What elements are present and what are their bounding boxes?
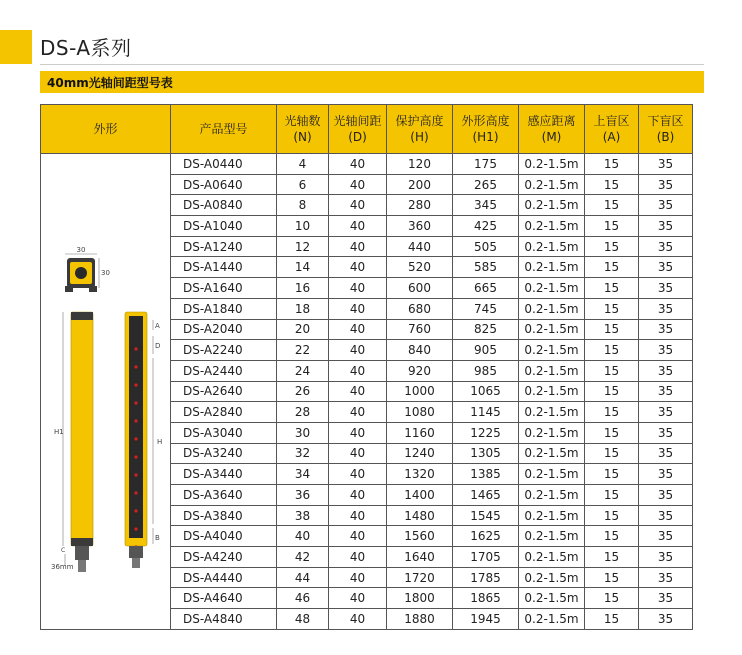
cell-axis-spacing: 40: [329, 216, 387, 237]
header-label: 外形: [93, 122, 118, 136]
cell-sensing-range: 0.2-1.5m: [519, 154, 585, 175]
cell-axis-count: 4: [277, 154, 329, 175]
cell-bottom-blind: 35: [639, 154, 693, 175]
emitter-led: [134, 527, 137, 530]
cell-sensing-range: 0.2-1.5m: [519, 609, 585, 630]
header-col-sensing-range: [519, 105, 585, 154]
table-body: [41, 154, 693, 630]
cell-axis-count: 14: [277, 257, 329, 278]
cell-outer-height: 905: [453, 340, 519, 361]
cell-sensing-range: 0.2-1.5m: [519, 257, 585, 278]
cell-axis-count: 16: [277, 278, 329, 299]
cell-outer-height: 1385: [453, 464, 519, 485]
header-unit: (M): [541, 130, 562, 144]
cell-axis-count: 8: [277, 195, 329, 216]
header-col-bottom-blind: [639, 105, 693, 154]
cell-model: DS-A3840: [171, 505, 277, 526]
cell-axis-count: 28: [277, 402, 329, 423]
cell-model: DS-A2240: [171, 340, 277, 361]
cell-model: DS-A4640: [171, 588, 277, 609]
cell-top-blind: 15: [585, 278, 639, 299]
cell-axis-spacing: 40: [329, 485, 387, 506]
cell-axis-spacing: 40: [329, 257, 387, 278]
top-view: [65, 246, 110, 292]
cell-outer-height: 1705: [453, 547, 519, 568]
cell-axis-count: 10: [277, 216, 329, 237]
side-view: [125, 312, 162, 568]
dim-width-label: 30: [76, 246, 86, 254]
emitter-led: [134, 419, 137, 422]
cell-sensing-range: 0.2-1.5m: [519, 319, 585, 340]
cell-sensing-range: 0.2-1.5m: [519, 236, 585, 257]
cell-top-blind: 15: [585, 154, 639, 175]
cell-outer-height: 1625: [453, 526, 519, 547]
header-col-axis-count: [277, 105, 329, 154]
cell-bottom-blind: 35: [639, 360, 693, 381]
cell-protect-height: 1800: [387, 588, 453, 609]
cell-outer-height: 265: [453, 174, 519, 195]
header-col-appearance: [41, 105, 171, 154]
cell-axis-spacing: 40: [329, 154, 387, 175]
cell-sensing-range: 0.2-1.5m: [519, 402, 585, 423]
cell-model: DS-A1040: [171, 216, 277, 237]
cell-outer-height: 1545: [453, 505, 519, 526]
cell-outer-height: 175: [453, 154, 519, 175]
cell-model: DS-A2840: [171, 402, 277, 423]
front-view: [51, 312, 93, 572]
cell-protect-height: 600: [387, 278, 453, 299]
cell-axis-spacing: 40: [329, 464, 387, 485]
cell-outer-height: 1465: [453, 485, 519, 506]
cell-model: DS-A3640: [171, 485, 277, 506]
cell-protect-height: 1080: [387, 402, 453, 423]
cell-bottom-blind: 35: [639, 526, 693, 547]
cell-bottom-blind: 35: [639, 216, 693, 237]
cell-protect-height: 680: [387, 298, 453, 319]
cell-axis-count: 18: [277, 298, 329, 319]
cell-outer-height: 665: [453, 278, 519, 299]
cell-axis-count: 6: [277, 174, 329, 195]
cell-top-blind: 15: [585, 547, 639, 568]
cell-top-blind: 15: [585, 216, 639, 237]
cell-bottom-blind: 35: [639, 319, 693, 340]
cell-sensing-range: 0.2-1.5m: [519, 381, 585, 402]
cell-axis-spacing: 40: [329, 443, 387, 464]
cell-bottom-blind: 35: [639, 505, 693, 526]
header-col-protect-height: [387, 105, 453, 154]
header-unit: (N): [293, 130, 312, 144]
cell-protect-height: 520: [387, 257, 453, 278]
header-label: 保护高度: [395, 114, 444, 128]
cell-sensing-range: 0.2-1.5m: [519, 464, 585, 485]
cell-model: DS-A4240: [171, 547, 277, 568]
cell-sensing-range: 0.2-1.5m: [519, 174, 585, 195]
cell-protect-height: 280: [387, 195, 453, 216]
emitter-led: [134, 347, 137, 350]
cell-protect-height: 1480: [387, 505, 453, 526]
title-accent-bar: [0, 30, 32, 64]
cell-protect-height: 360: [387, 216, 453, 237]
cell-sensing-range: 0.2-1.5m: [519, 298, 585, 319]
cell-axis-spacing: 40: [329, 381, 387, 402]
cell-sensing-range: 0.2-1.5m: [519, 526, 585, 547]
cell-outer-height: 1225: [453, 422, 519, 443]
cell-protect-height: 1560: [387, 526, 453, 547]
cell-bottom-blind: 35: [639, 588, 693, 609]
cell-top-blind: 15: [585, 505, 639, 526]
emitter-led: [134, 383, 137, 386]
cell-outer-height: 1945: [453, 609, 519, 630]
header-unit: (A): [602, 130, 621, 144]
cell-axis-count: 24: [277, 360, 329, 381]
cell-axis-spacing: 40: [329, 402, 387, 423]
cell-axis-spacing: 40: [329, 360, 387, 381]
cell-model: DS-A4440: [171, 567, 277, 588]
cell-bottom-blind: 35: [639, 485, 693, 506]
cell-bottom-blind: 35: [639, 443, 693, 464]
cell-axis-count: 34: [277, 464, 329, 485]
cell-top-blind: 15: [585, 360, 639, 381]
cell-sensing-range: 0.2-1.5m: [519, 443, 585, 464]
cell-outer-height: 985: [453, 360, 519, 381]
cell-bottom-blind: 35: [639, 547, 693, 568]
cell-model: DS-A2640: [171, 381, 277, 402]
cell-protect-height: 1640: [387, 547, 453, 568]
header-label: 感应距离: [527, 114, 576, 128]
cell-model: DS-A3040: [171, 422, 277, 443]
cell-model: DS-A4040: [171, 526, 277, 547]
emitter-led: [134, 365, 137, 368]
cell-protect-height: 1320: [387, 464, 453, 485]
header-unit: (H1): [472, 130, 499, 144]
cell-axis-spacing: 40: [329, 278, 387, 299]
cell-axis-spacing: 40: [329, 505, 387, 526]
emitter-led: [134, 401, 137, 404]
cell-outer-height: 825: [453, 319, 519, 340]
cell-axis-spacing: 40: [329, 340, 387, 361]
cell-sensing-range: 0.2-1.5m: [519, 505, 585, 526]
cell-model: DS-A0440: [171, 154, 277, 175]
cell-axis-count: 36: [277, 485, 329, 506]
cell-bottom-blind: 35: [639, 340, 693, 361]
cell-top-blind: 15: [585, 588, 639, 609]
dim-d-label: D: [155, 342, 161, 350]
cell-protect-height: 120: [387, 154, 453, 175]
cell-top-blind: 15: [585, 174, 639, 195]
cell-top-blind: 15: [585, 340, 639, 361]
cell-protect-height: 1240: [387, 443, 453, 464]
cell-model: DS-A1640: [171, 278, 277, 299]
cell-axis-count: 44: [277, 567, 329, 588]
cell-top-blind: 15: [585, 485, 639, 506]
cell-top-blind: 15: [585, 609, 639, 630]
cell-top-blind: 15: [585, 381, 639, 402]
dim-depth-label: 30: [101, 269, 110, 277]
cell-top-blind: 15: [585, 319, 639, 340]
dim-a-label: A: [155, 322, 160, 330]
cell-protect-height: 760: [387, 319, 453, 340]
model-table: [40, 104, 693, 630]
cell-bottom-blind: 35: [639, 402, 693, 423]
cell-axis-count: 30: [277, 422, 329, 443]
header-label: 外形高度: [461, 114, 510, 128]
cell-bottom-blind: 35: [639, 236, 693, 257]
cell-model: DS-A1440: [171, 257, 277, 278]
cell-protect-height: 440: [387, 236, 453, 257]
header-unit: (D): [348, 130, 367, 144]
cell-model: DS-A2440: [171, 360, 277, 381]
cell-sensing-range: 0.2-1.5m: [519, 340, 585, 361]
table-row: [41, 154, 693, 175]
table-header-row: [41, 105, 693, 154]
product-drawing: [41, 154, 171, 624]
cell-sensing-range: 0.2-1.5m: [519, 360, 585, 381]
page-title: DS-A系列: [40, 36, 132, 60]
cell-outer-height: 1305: [453, 443, 519, 464]
cell-axis-count: 46: [277, 588, 329, 609]
cell-axis-spacing: 40: [329, 422, 387, 443]
cell-axis-count: 26: [277, 381, 329, 402]
cell-model: DS-A4840: [171, 609, 277, 630]
cell-model: DS-A3440: [171, 464, 277, 485]
cell-bottom-blind: 35: [639, 174, 693, 195]
header-col-top-blind: [585, 105, 639, 154]
cell-outer-height: 1145: [453, 402, 519, 423]
cell-axis-count: 48: [277, 609, 329, 630]
cell-outer-height: 745: [453, 298, 519, 319]
cell-top-blind: 15: [585, 464, 639, 485]
cell-top-blind: 15: [585, 402, 639, 423]
cell-sensing-range: 0.2-1.5m: [519, 216, 585, 237]
cell-axis-spacing: 40: [329, 319, 387, 340]
cell-top-blind: 15: [585, 526, 639, 547]
header-col-model: [171, 105, 277, 154]
cell-axis-count: 40: [277, 526, 329, 547]
cell-protect-height: 1000: [387, 381, 453, 402]
emitter-led: [134, 491, 137, 494]
cell-top-blind: 15: [585, 195, 639, 216]
cell-top-blind: 15: [585, 422, 639, 443]
cell-axis-count: 38: [277, 505, 329, 526]
cell-model: DS-A0640: [171, 174, 277, 195]
cell-outer-height: 345: [453, 195, 519, 216]
cell-protect-height: 1160: [387, 422, 453, 443]
cell-bottom-blind: 35: [639, 195, 693, 216]
cell-bottom-blind: 35: [639, 298, 693, 319]
cell-axis-spacing: 40: [329, 526, 387, 547]
header-col-outer-height: [453, 105, 519, 154]
cell-sensing-range: 0.2-1.5m: [519, 588, 585, 609]
cell-bottom-blind: 35: [639, 609, 693, 630]
cell-axis-spacing: 40: [329, 236, 387, 257]
cell-axis-spacing: 40: [329, 547, 387, 568]
cell-axis-spacing: 40: [329, 609, 387, 630]
cell-axis-count: 22: [277, 340, 329, 361]
header-label: 光轴数: [284, 114, 321, 128]
cell-protect-height: 200: [387, 174, 453, 195]
header-unit: (H): [410, 130, 429, 144]
cell-outer-height: 1865: [453, 588, 519, 609]
cell-bottom-blind: 35: [639, 422, 693, 443]
cell-axis-count: 32: [277, 443, 329, 464]
title-divider: [40, 64, 704, 65]
cell-axis-spacing: 40: [329, 174, 387, 195]
emitter-led: [134, 509, 137, 512]
cell-sensing-range: 0.2-1.5m: [519, 547, 585, 568]
cell-protect-height: 1880: [387, 609, 453, 630]
cell-bottom-blind: 35: [639, 381, 693, 402]
cell-sensing-range: 0.2-1.5m: [519, 278, 585, 299]
cell-model: DS-A1240: [171, 236, 277, 257]
header-label: 光轴间距: [333, 114, 382, 128]
cell-protect-height: 1400: [387, 485, 453, 506]
cell-protect-height: 1720: [387, 567, 453, 588]
dim-h-label: H: [157, 438, 163, 446]
emitter-led: [134, 437, 137, 440]
cell-outer-height: 1785: [453, 567, 519, 588]
cell-top-blind: 15: [585, 236, 639, 257]
cell-bottom-blind: 35: [639, 257, 693, 278]
cell-top-blind: 15: [585, 298, 639, 319]
cell-axis-spacing: 40: [329, 588, 387, 609]
cell-outer-height: 1065: [453, 381, 519, 402]
cell-outer-height: 505: [453, 236, 519, 257]
product-figure-cell: [41, 154, 171, 630]
cell-outer-height: 585: [453, 257, 519, 278]
cell-top-blind: 15: [585, 257, 639, 278]
cell-sensing-range: 0.2-1.5m: [519, 485, 585, 506]
header-label: 下盲区: [647, 114, 684, 128]
cell-axis-spacing: 40: [329, 195, 387, 216]
cell-top-blind: 15: [585, 443, 639, 464]
cell-sensing-range: 0.2-1.5m: [519, 422, 585, 443]
cell-model: DS-A0840: [171, 195, 277, 216]
table-subtitle: 40mm光轴间距型号表: [47, 76, 173, 90]
cell-bottom-blind: 35: [639, 464, 693, 485]
dim-h1-label: H1: [54, 428, 64, 436]
cell-model: DS-A3240: [171, 443, 277, 464]
cell-axis-spacing: 40: [329, 567, 387, 588]
header-col-axis-spacing: [329, 105, 387, 154]
cell-bottom-blind: 35: [639, 278, 693, 299]
header-label: 产品型号: [199, 122, 248, 136]
emitter-led: [134, 455, 137, 458]
cell-protect-height: 840: [387, 340, 453, 361]
header-unit: (B): [656, 130, 675, 144]
cell-sensing-range: 0.2-1.5m: [519, 567, 585, 588]
cell-sensing-range: 0.2-1.5m: [519, 195, 585, 216]
dim-cable-label: 36mm: [51, 563, 74, 571]
cell-model: DS-A1840: [171, 298, 277, 319]
dim-c-label: C: [61, 547, 66, 554]
emitter-led: [134, 473, 137, 476]
cell-axis-count: 12: [277, 236, 329, 257]
cell-top-blind: 15: [585, 567, 639, 588]
cell-outer-height: 425: [453, 216, 519, 237]
cell-axis-count: 20: [277, 319, 329, 340]
cell-axis-count: 42: [277, 547, 329, 568]
cell-bottom-blind: 35: [639, 567, 693, 588]
cell-model: DS-A2040: [171, 319, 277, 340]
header-label: 上盲区: [593, 114, 630, 128]
cell-protect-height: 920: [387, 360, 453, 381]
cell-axis-spacing: 40: [329, 298, 387, 319]
dim-b-label: B: [155, 534, 160, 542]
